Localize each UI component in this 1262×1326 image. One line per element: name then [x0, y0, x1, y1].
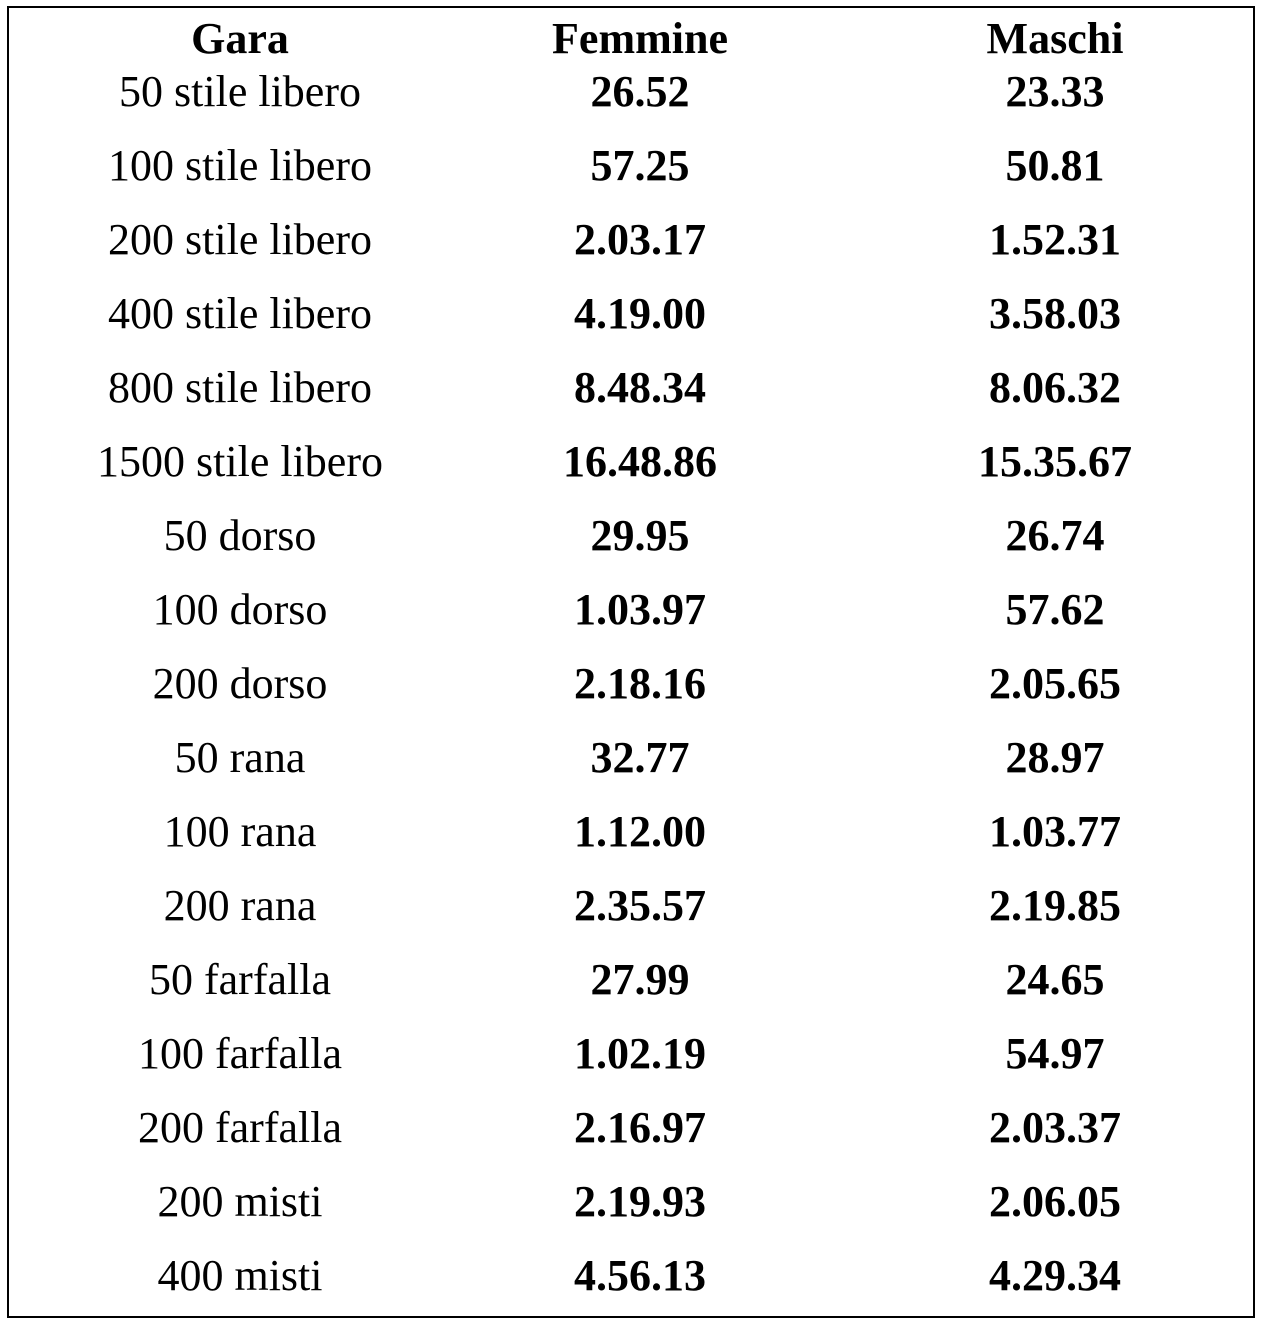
header-gara: Gara — [191, 14, 289, 63]
cell-femmine: 2.18.16 — [574, 659, 706, 708]
cell-gara: 200 dorso — [152, 659, 328, 708]
cell-gara: 50 dorso — [163, 511, 317, 560]
cell-gara: 400 misti — [157, 1251, 323, 1300]
cell-femmine: 1.12.00 — [574, 807, 706, 856]
cell-femmine: 27.99 — [590, 955, 690, 1004]
cell-gara: 50 stile libero — [119, 67, 361, 116]
cell-maschi: 26.74 — [1005, 511, 1105, 560]
header-maschi: Maschi — [986, 14, 1124, 63]
cell-femmine: 1.02.19 — [574, 1029, 706, 1078]
cell-maschi: 23.33 — [1005, 67, 1105, 116]
cell-femmine: 8.48.34 — [574, 363, 706, 412]
cell-gara: 100 rana — [163, 807, 317, 856]
cell-gara: 100 stile libero — [108, 141, 372, 190]
cell-maschi: 3.58.03 — [989, 289, 1121, 338]
cell-femmine: 57.25 — [590, 141, 690, 190]
cell-maschi: 2.19.85 — [989, 881, 1121, 930]
cell-gara: 200 rana — [163, 881, 317, 930]
cell-gara: 100 dorso — [152, 585, 328, 634]
cell-gara: 200 misti — [157, 1177, 323, 1226]
cell-femmine: 2.03.17 — [574, 215, 706, 264]
cell-maschi: 24.65 — [1005, 955, 1105, 1004]
cell-maschi: 50.81 — [1005, 141, 1105, 190]
cell-maschi: 2.03.37 — [989, 1103, 1121, 1152]
cell-femmine: 2.35.57 — [574, 881, 706, 930]
header-femmine: Femmine — [552, 14, 728, 63]
cell-gara: 800 stile libero — [108, 363, 372, 412]
cell-maschi: 4.29.34 — [989, 1251, 1121, 1300]
cell-femmine: 4.56.13 — [574, 1251, 706, 1300]
cell-maschi: 54.97 — [1005, 1029, 1105, 1078]
cell-femmine: 29.95 — [590, 511, 690, 560]
cell-maschi: 57.62 — [1005, 585, 1105, 634]
cell-maschi: 2.05.65 — [989, 659, 1121, 708]
cell-gara: 100 farfalla — [138, 1029, 342, 1078]
cell-femmine: 2.16.97 — [574, 1103, 706, 1152]
cell-femmine: 4.19.00 — [574, 289, 706, 338]
cell-maschi: 15.35.67 — [978, 437, 1132, 486]
cell-gara: 1500 stile libero — [97, 437, 383, 486]
cell-gara: 50 rana — [174, 733, 306, 782]
cell-femmine: 1.03.97 — [574, 585, 706, 634]
cell-maschi: 1.03.77 — [989, 807, 1121, 856]
cell-gara: 50 farfalla — [149, 955, 331, 1004]
cell-gara: 200 stile libero — [108, 215, 372, 264]
cell-femmine: 32.77 — [590, 733, 690, 782]
cell-femmine: 26.52 — [590, 67, 690, 116]
cell-gara: 400 stile libero — [108, 289, 372, 338]
cell-maschi: 8.06.32 — [989, 363, 1121, 412]
cell-maschi: 1.52.31 — [989, 215, 1121, 264]
cell-femmine: 16.48.86 — [563, 437, 717, 486]
cell-maschi: 28.97 — [1005, 733, 1105, 782]
cell-maschi: 2.06.05 — [989, 1177, 1121, 1226]
cell-gara: 200 farfalla — [138, 1103, 342, 1152]
cell-femmine: 2.19.93 — [574, 1177, 706, 1226]
